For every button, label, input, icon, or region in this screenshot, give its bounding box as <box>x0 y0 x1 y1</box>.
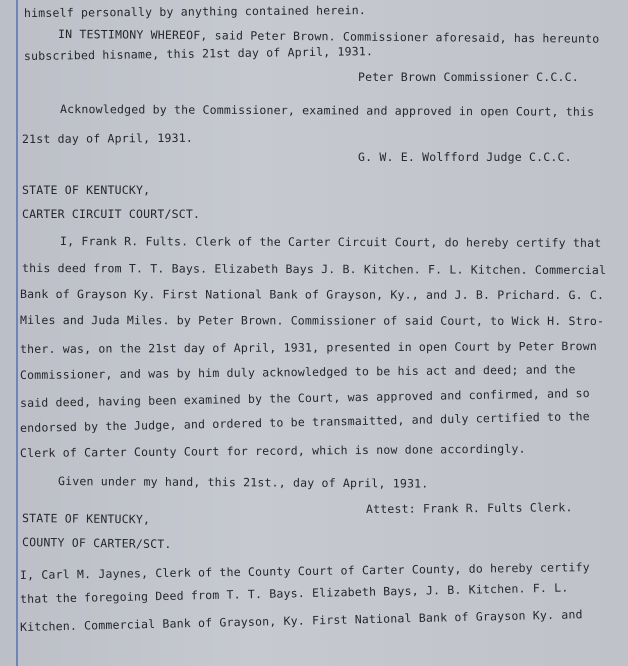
signature-line: G. W. E. Wolfford Judge C.C.C. <box>358 150 572 164</box>
text-line: this deed from T. T. Bays. Elizabeth Bays J. B. Kitchen. F. L. Kitchen. Commercial <box>21 261 607 278</box>
text-line: Kitchen. Commercial Bank of Grayson, Ky. First National Bank of Grayson Ky. and <box>19 607 583 634</box>
heading-line: CARTER CIRCUIT COURT/SCT. <box>22 207 201 221</box>
text-line: Miles and Juda Miles. by Peter Brown. Commissioner of said Court, to Wick H. Stro- <box>19 313 605 329</box>
heading-line: COUNTY OF CARTER/SCT. <box>21 535 172 552</box>
text-line: ther. was, on the 21st day of April, 1931, presented in open Court by Peter Brown <box>19 338 598 356</box>
text-line: I, Carl M. Jaynes, Clerk of the County Court of Carter County, do hereby certify <box>19 560 590 582</box>
text-line: endorsed by the Judge, and ordered to be transmaitted, and duly certified to the <box>19 409 590 435</box>
text-line: said deed, having been examined by the Court, was approved and confirmed, and so <box>19 386 590 410</box>
heading-line: STATE OF KENTUCKY, <box>22 183 151 197</box>
signature-line: Attest: Frank R. Fults Clerk. <box>365 500 573 516</box>
text-line: IN TESTIMONY WHEREOF, said Peter Brown. Commissioner aforesaid, has hereunto <box>57 27 600 46</box>
text-line: I, Frank R. Fults. Clerk of the Carter Circuit Court, do hereby certify that <box>59 234 602 250</box>
text-line: that the foregoing Deed from T. T. Bays. Elizabeth Bays, J. B. Kitchen. F. L. <box>19 580 569 606</box>
text-line: Clerk of Carter County Court for record, which is now done accordingly. <box>19 441 526 460</box>
heading-line: STATE OF KENTUCKY, <box>21 511 151 527</box>
signature-line: Peter Brown Commissioner C.C.C. <box>358 70 579 84</box>
text-line: 21st day of April, 1931. <box>21 130 194 146</box>
text-line: Bank of Grayson Ky. First National Bank of Grayson, Ky., and J. B. Prichard. G. C. <box>19 287 605 303</box>
text-line: himself personally by anything contained herein. <box>23 3 366 20</box>
text-line: Acknowledged by the Commissioner, examined and approved in open Court, this <box>59 102 595 119</box>
text-line: Given under my hand, this 21st., day of April, 1931. <box>57 474 429 491</box>
margin-rule <box>16 0 18 666</box>
text-line: subscribed hisname, this 21st day of April, 1931. <box>23 44 374 63</box>
text-line: Commissioner, and was by him duly acknowledged to be his act and deed; and the <box>19 362 576 382</box>
